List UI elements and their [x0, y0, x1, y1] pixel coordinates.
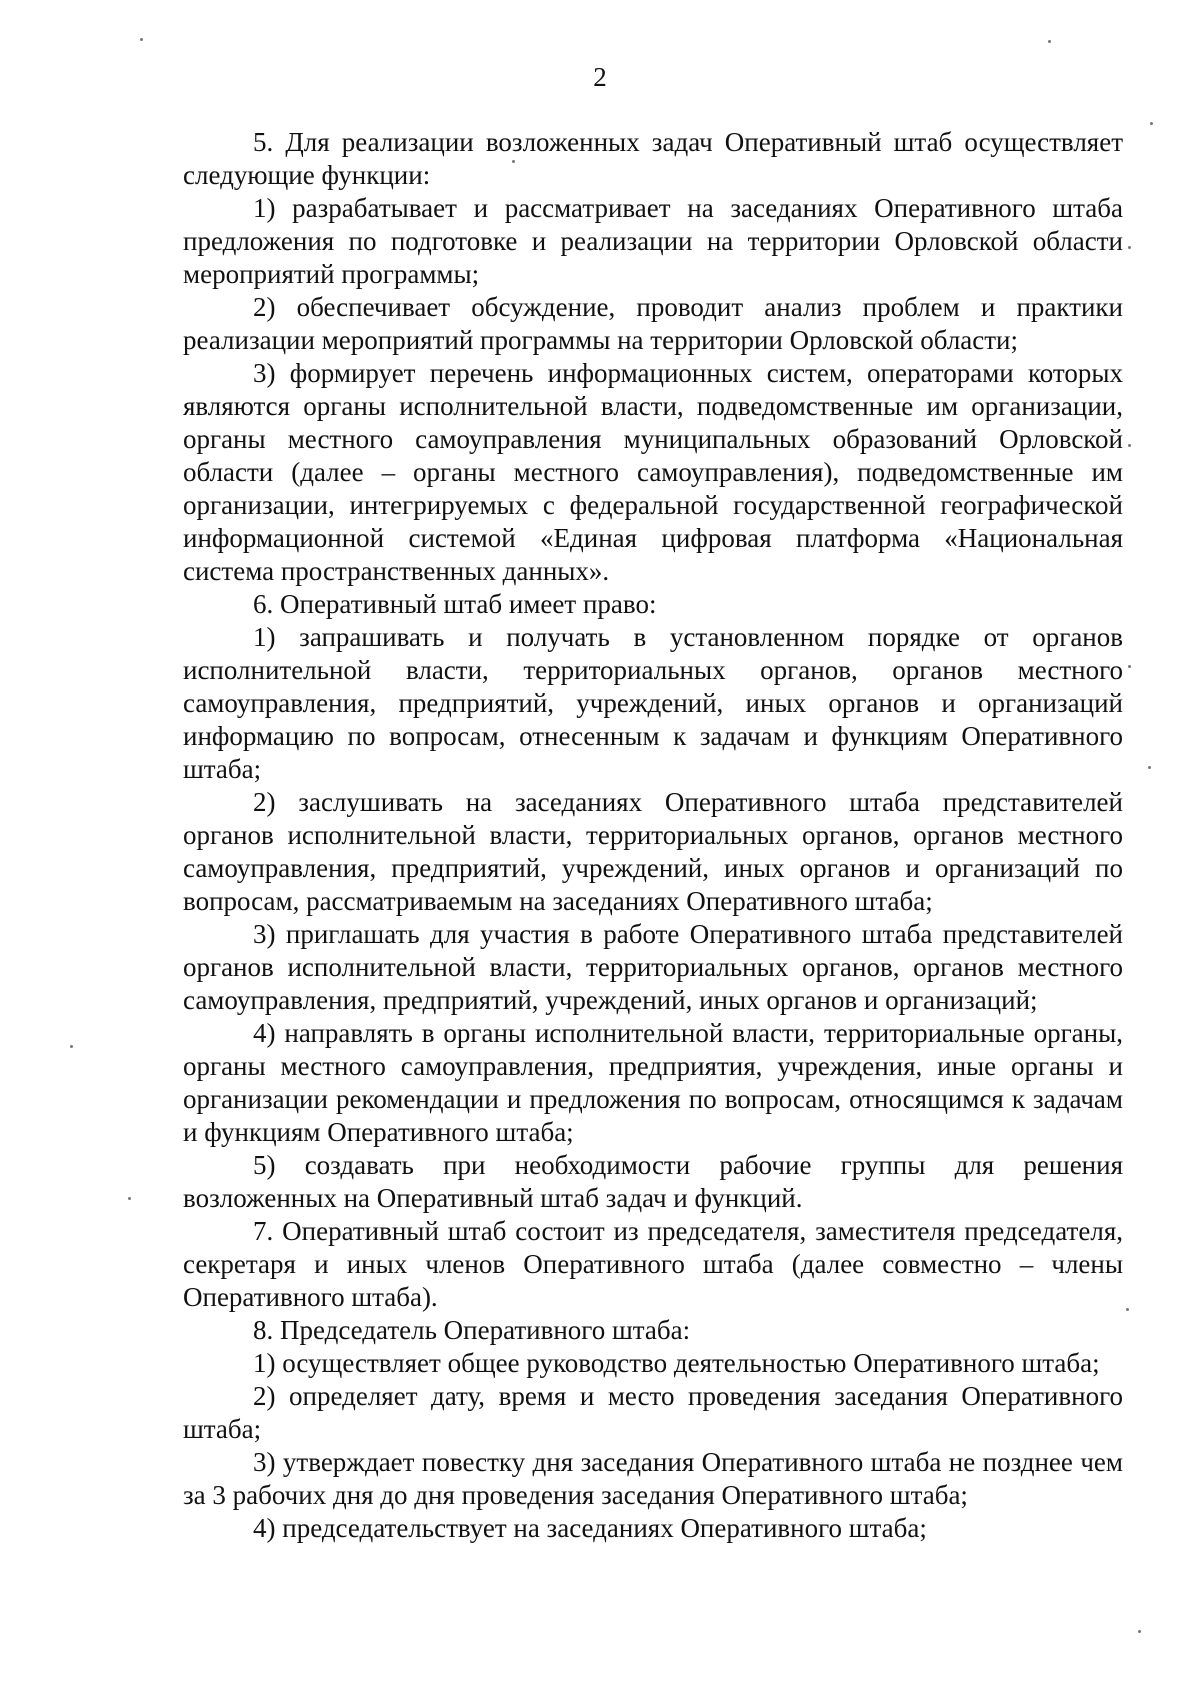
scan-speck: [1126, 1308, 1129, 1311]
scan-speck: [512, 160, 515, 163]
paragraph-7: 7. Оперативный штаб состоит из председателя, заместителя председателя, секретаря и иных членов Оперативного штаба (далее совместно – члены Оперативного штаба).: [183, 1216, 1123, 1312]
paragraph-6-item-3: 3) приглашать для участия в работе Оперативного штаба представителей органов исполнительной власти, территориальных органов, органов местного самоуправления, предприятий, учреждений, иных органов и организаций;: [183, 919, 1123, 1015]
scan-speck: [1148, 766, 1151, 769]
paragraph-6-item-2: 2) заслушивать на заседаниях Оперативного штаба представителей органов исполнительной власти, территориальных органов, органов местного самоуправления, предприятий, учреждений, иных органов и организаций по вопросам, рассматриваемым на заседаниях Оперативного штаба;: [183, 787, 1123, 916]
scan-speck: [1150, 122, 1153, 125]
paragraph-6-item-4: 4) направлять в органы исполнительной власти, территориальные органы, органы местного самоуправления, предприятия, учреждения, иные органы и организации рекомендации и предложения по вопросам, относящимся к задачам и функциям Оперативного штаба;: [183, 1018, 1123, 1147]
scan-speck: [140, 38, 143, 41]
scan-speck: [1128, 665, 1131, 668]
scan-speck: [1138, 1630, 1141, 1633]
paragraph-6-item-1: 1) запрашивать и получать в установленном порядке от органов исполнительной власти, территориальных органов, органов местного самоуправления, предприятий, учреждений, иных органов и организаций информацию по вопросам, отнесенным к задачам и функциям Оперативного штаба;: [183, 622, 1123, 784]
scan-speck: [1048, 40, 1051, 43]
page-number: 2: [593, 62, 607, 92]
paragraph-8: 8. Председатель Оперативного штаба:: [253, 1315, 691, 1345]
paragraph-6: 6. Оперативный штаб имеет право:: [253, 589, 657, 619]
paragraph-8-item-1: 1) осуществляет общее руководство деятельностью Оперативного штаба;: [253, 1348, 1100, 1378]
paragraph-5: 5. Для реализации возложенных задач Оперативный штаб осуществляет следующие функции:: [183, 127, 1123, 190]
paragraph-5-item-3: 3) формирует перечень информационных систем, операторами которых являются органы исполнительной власти, подведомственные им организации, органы местного самоуправления муниципальных образований Орловской области (далее – органы местного самоуправления), подведомственные им организации, интегрируемых с федеральной государственной географической информационной системой «Единая цифровая платформа «Национальная система пространственных данных».: [183, 358, 1123, 586]
scan-speck: [70, 1045, 73, 1048]
scan-speck: [1128, 444, 1131, 447]
document-body: [183, 126, 1123, 1545]
scan-speck: [1128, 246, 1131, 249]
paragraph-5-item-1: 1) разрабатывает и рассматривает на заседаниях Оперативного штаба предложения по подготовке и реализации на территории Орловской области мероприятий программы;: [183, 193, 1123, 289]
paragraph-8-item-3: 3) утверждает повестку дня заседания Оперативного штаба не позднее чем за 3 рабочих дня до дня проведения заседания Оперативного штаба;: [183, 1447, 1123, 1510]
paragraph-8-item-2: 2) определяет дату, время и место проведения заседания Оперативного штаба;: [183, 1381, 1123, 1444]
paragraph-8-item-4: 4) председательствует на заседаниях Оперативного штаба;: [253, 1513, 927, 1543]
paragraph-6-item-5: 5) создавать при необходимости рабочие группы для решения возложенных на Оперативный штаб задач и функций.: [183, 1150, 1123, 1213]
paragraph-5-item-2: 2) обеспечивает обсуждение, проводит анализ проблем и практики реализации мероприятий программы на территории Орловской области;: [183, 292, 1123, 355]
scan-speck: [128, 1197, 131, 1200]
